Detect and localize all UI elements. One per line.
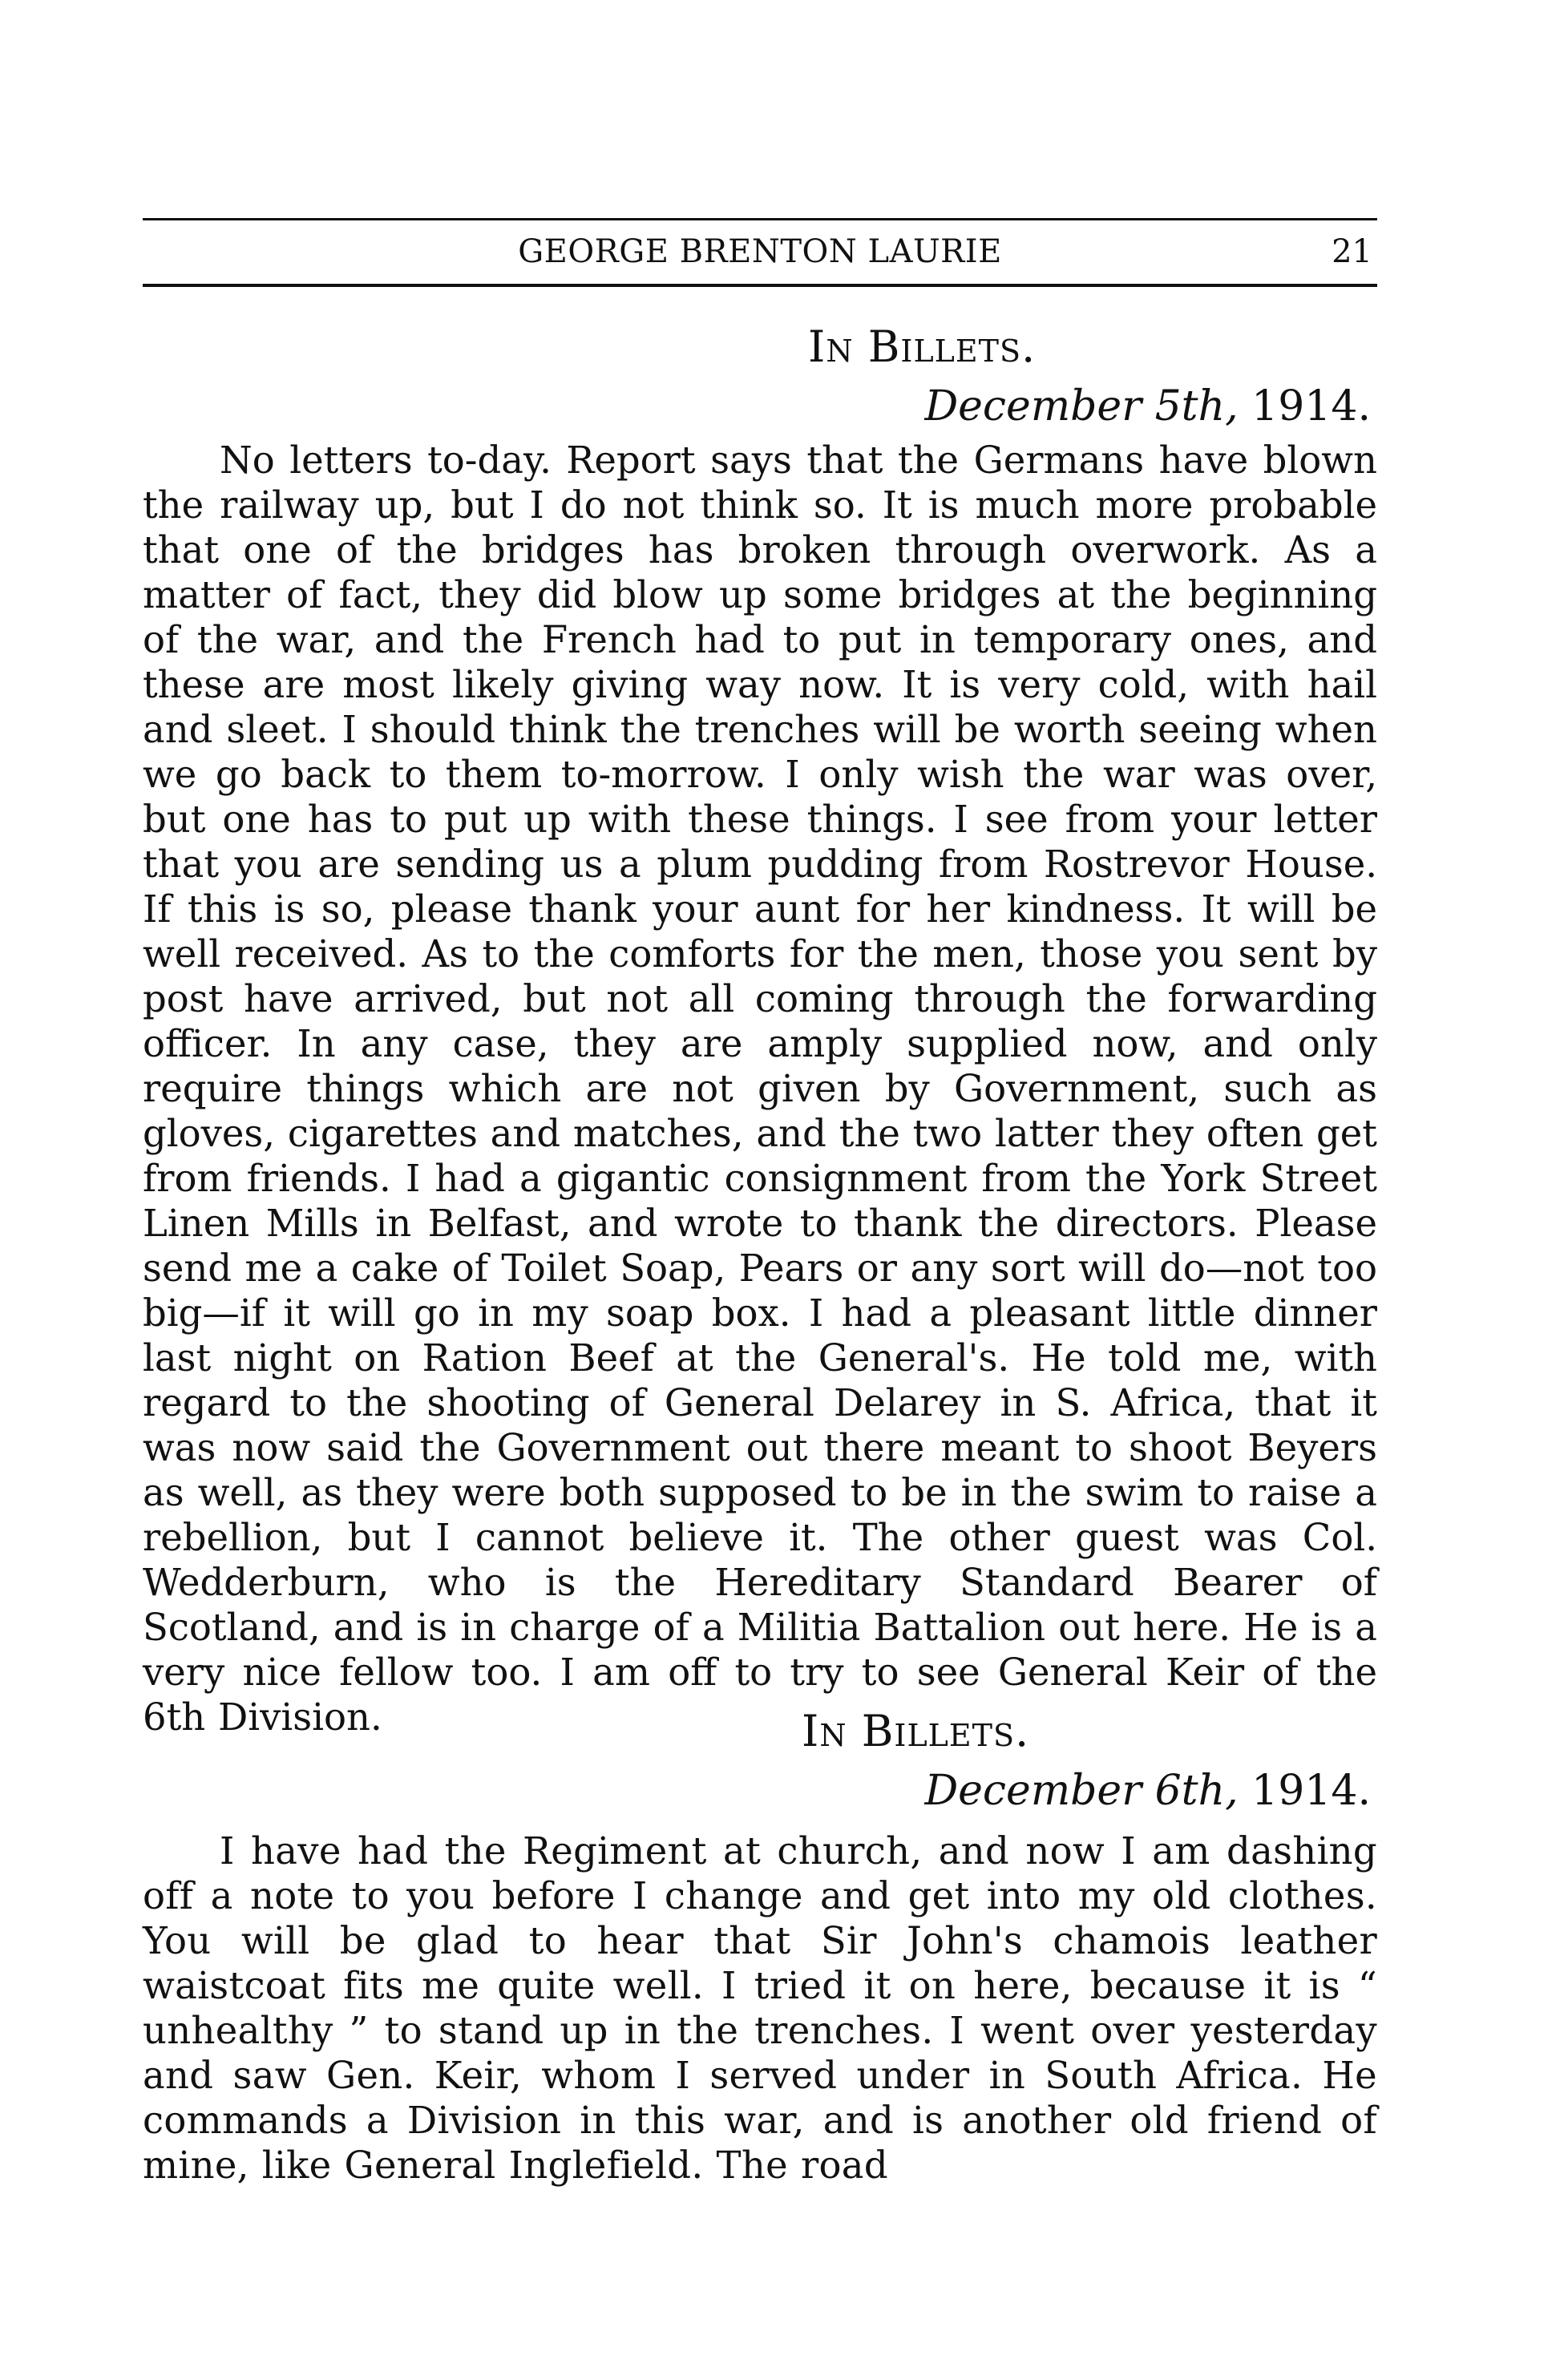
date-year: 1914. [1251,382,1371,430]
date-day: 6th, [1154,1767,1239,1815]
entry-body: I have had the Regiment at church, and now I am dashing off a note to you before I change and get into my old clothes. You will be glad to hear that Sir John's chamois leather waistcoat fits me quite well. I tried it on here, because it is “ unhealthy ” to stand up in the trenches. I went over yesterday and saw Gen. Keir, whom I served under in South Africa. He commands a Division in this war, and is another old friend of mine, like General Inglefield. The road [143,1829,1377,2187]
date-month: December [924,382,1142,430]
header-bottom-rule [143,284,1377,287]
letter-entry [143,1703,1377,2188]
entry-date [143,375,1377,438]
header-top-rule [143,218,1377,220]
entry-date [143,1760,1377,1822]
entry-location: In Billets. [802,1706,1030,1756]
date-day: 5th, [1154,382,1239,430]
running-head [143,221,1377,282]
date-month: December [924,1767,1142,1815]
entry-body: No letters to-day. Report says that the Germans have blown the railway up, but I do not think so. It is much more probable that one of the bridges has broken through overwork. As a matter of fact, they did blow up some bridges at the beginning of the war, and the French had to put in temporary ones, and these are most likely giving way now. It is very cold, with hail and sleet. I should think the trenches will be worth seeing when we go back to them to-morrow. I only wish the war was over, but one has to put up with these things. I see from your letter that you are sending us a plum pudding from Rostrevor House. If this is so, please thank your aunt for her kindness. It will be well received. As to the comforts for the men, those you sent by post have arrived, but not all coming through the forwarding officer. In any case, they are amply supplied now, and only require things which are not given by Government, such as gloves, cigarettes and matches, and the two latter they often get from friends. I had a gigantic consignment from the York Street Linen Mills in Belfast, and wrote to thank the directors. Please send me a cake of Toilet Soap, Pears or any sort will do—not too big—if it will go in my soap box. I had a pleasant little dinner last night on Ration Beef at the General's. He told me, with regard to the shooting of General Delarey in S. Africa, that it was now said the Government out there meant to shoot Beyers as well, as they were both supposed to be in the swim to raise a rebellion, but I cannot believe it. The other guest was Col. Wedderburn, who is the Hereditary Standard Bearer of Scotland, and is in charge of a Militia Battalion out here. He is a very nice fellow too. I am off to try to see General Keir of the 6th Division. [143,438,1377,1739]
letter-entry [143,319,1377,1740]
running-title: GEORGE BRENTON LAURIE [518,233,1002,270]
entry-location: In Billets. [808,321,1037,372]
date-year: 1914. [1251,1767,1371,1815]
page-number: 21 [1332,233,1372,270]
